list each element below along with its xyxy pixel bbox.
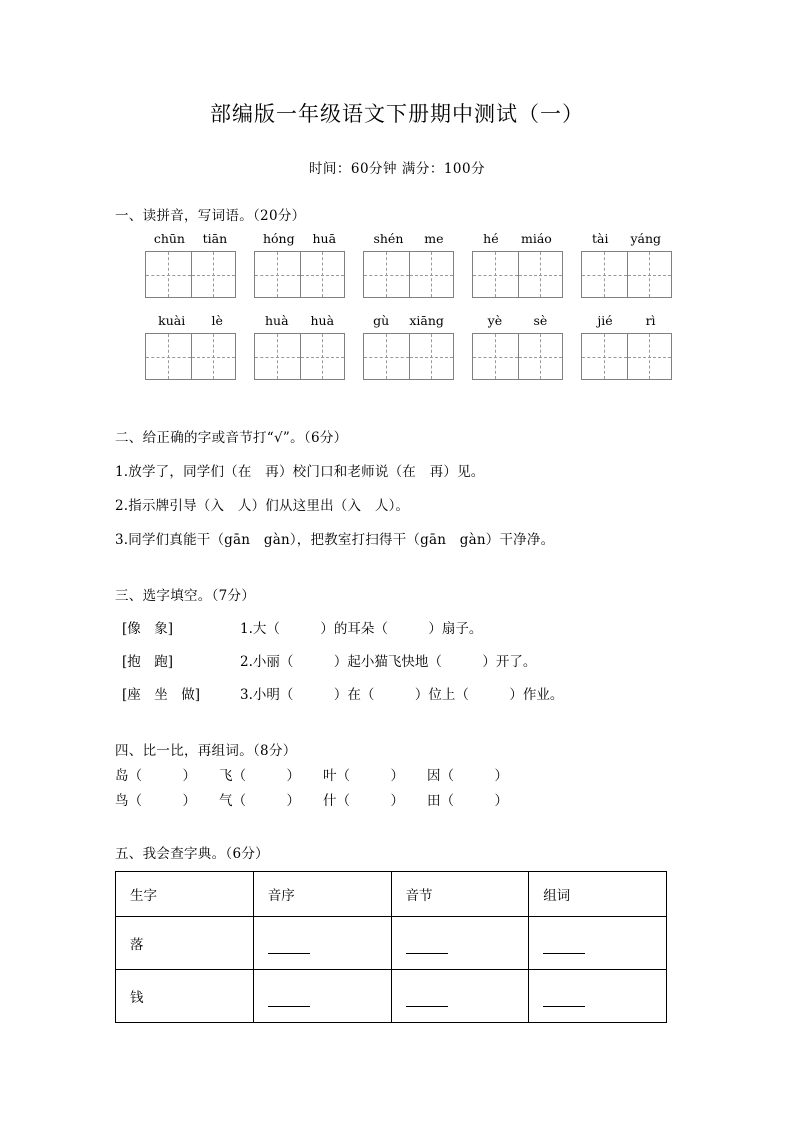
tianzige-box[interactable] bbox=[254, 251, 345, 298]
tianzige-cell[interactable] bbox=[364, 252, 409, 297]
compare-item[interactable]: 叶（ ） bbox=[323, 768, 404, 784]
compare-item[interactable]: 田（ ） bbox=[427, 793, 508, 809]
tianzige-cell[interactable] bbox=[627, 252, 672, 297]
pinyin-item bbox=[145, 230, 236, 298]
column-header-initial: 音序 bbox=[253, 872, 391, 917]
table-cell-answer[interactable] bbox=[391, 970, 529, 1023]
pinyin-item bbox=[254, 312, 345, 380]
pinyin-label bbox=[363, 230, 454, 247]
table-row bbox=[116, 917, 667, 970]
pinyin-label bbox=[472, 312, 563, 329]
pinyin-syllable: shén bbox=[373, 231, 404, 246]
pinyin-syllable: sè bbox=[533, 313, 548, 328]
tianzige-cell[interactable] bbox=[582, 334, 627, 379]
section-heading-compare: 四、比一比，再组词。（8分） bbox=[115, 743, 297, 759]
pinyin-item bbox=[145, 312, 236, 380]
pinyin-syllable: rì bbox=[645, 313, 656, 328]
pinyin-syllable: hóng bbox=[262, 231, 295, 246]
pinyin-syllable: lè bbox=[211, 313, 223, 328]
compare-item[interactable]: 飞（ ） bbox=[219, 768, 300, 784]
pinyin-syllable: huā bbox=[312, 231, 337, 246]
question-item[interactable]: 2.指示牌引导（入 人）们从这里出（入 人）。 bbox=[115, 498, 410, 514]
pinyin-syllable: kuài bbox=[158, 313, 186, 328]
exam-info-subtitle: 时间：60分钟 满分：100分 bbox=[308, 161, 486, 177]
compare-row bbox=[115, 764, 794, 784]
compare-item[interactable]: 鸟（ ） bbox=[115, 793, 196, 809]
answer-blank-line[interactable] bbox=[406, 1006, 448, 1007]
answer-blank-line[interactable] bbox=[268, 1006, 310, 1007]
tianzige-box[interactable] bbox=[145, 333, 236, 380]
choose-item bbox=[122, 617, 794, 637]
tianzige-cell[interactable] bbox=[255, 252, 300, 297]
tianzige-cell[interactable] bbox=[409, 334, 454, 379]
pinyin-syllable: tiān bbox=[202, 231, 228, 246]
pinyin-syllable: jié bbox=[597, 313, 613, 328]
answer-blank-line[interactable] bbox=[543, 1006, 585, 1007]
pinyin-label bbox=[145, 312, 236, 329]
table-header-row bbox=[116, 872, 667, 917]
pinyin-syllable: gù bbox=[373, 313, 390, 328]
pinyin-label bbox=[145, 230, 236, 247]
tianzige-cell[interactable] bbox=[191, 334, 236, 379]
tianzige-cell[interactable] bbox=[364, 334, 409, 379]
answer-blank-line[interactable] bbox=[406, 953, 448, 954]
column-header-syllable: 音节 bbox=[391, 872, 529, 917]
pinyin-syllable: hé bbox=[483, 231, 499, 246]
compare-row bbox=[115, 789, 794, 809]
pinyin-label bbox=[472, 230, 563, 247]
compare-item[interactable]: 因（ ） bbox=[427, 768, 508, 784]
pinyin-syllable: chūn bbox=[153, 231, 185, 246]
pinyin-syllable: tài bbox=[591, 231, 609, 246]
pinyin-item bbox=[581, 230, 672, 298]
tianzige-box[interactable] bbox=[363, 251, 454, 298]
section-heading-mark: 二、给正确的字或音节打“√”。（6分） bbox=[115, 430, 348, 446]
tianzige-cell[interactable] bbox=[146, 252, 191, 297]
table-cell-answer[interactable] bbox=[253, 970, 391, 1023]
section-compare-words bbox=[0, 739, 794, 809]
tianzige-cell[interactable] bbox=[473, 252, 518, 297]
section-choose-fill bbox=[0, 584, 794, 703]
pinyin-item bbox=[363, 230, 454, 298]
table-cell-answer[interactable] bbox=[529, 917, 667, 970]
table-cell-answer[interactable] bbox=[529, 970, 667, 1023]
column-header-character: 生字 bbox=[116, 872, 254, 917]
pinyin-label bbox=[254, 312, 345, 329]
choose-options: [座 坐 做] bbox=[122, 687, 201, 703]
tianzige-cell[interactable] bbox=[518, 334, 563, 379]
tianzige-cell[interactable] bbox=[146, 334, 191, 379]
choose-sentence[interactable]: 1.大（ ）的耳朵（ ）扇子。 bbox=[240, 621, 483, 637]
pinyin-row-2 bbox=[145, 312, 794, 380]
page-title: 部编版一年级语文下册期中测试（一） bbox=[210, 102, 584, 126]
compare-item[interactable]: 气（ ） bbox=[219, 793, 300, 809]
choose-sentence[interactable]: 3.小明（ ）在（ ）位上（ ）作业。 bbox=[240, 687, 564, 703]
section-mark-correct bbox=[0, 426, 794, 548]
pinyin-label bbox=[581, 230, 672, 247]
tianzige-cell[interactable] bbox=[191, 252, 236, 297]
tianzige-cell[interactable] bbox=[300, 334, 345, 379]
answer-blank-line[interactable] bbox=[543, 953, 585, 954]
choose-options: [抱 跑] bbox=[122, 654, 174, 670]
pinyin-syllable: huà bbox=[310, 313, 335, 328]
section-heading-pinyin: 一、读拼音，写词语。（20分） bbox=[115, 208, 306, 224]
tianzige-cell[interactable] bbox=[409, 252, 454, 297]
section-pinyin-writing bbox=[0, 204, 794, 380]
pinyin-syllable: me bbox=[424, 231, 444, 246]
tianzige-box[interactable] bbox=[363, 333, 454, 380]
pinyin-label bbox=[363, 312, 454, 329]
pinyin-item bbox=[254, 230, 345, 298]
section-dictionary-lookup bbox=[0, 842, 794, 1023]
answer-blank-line[interactable] bbox=[268, 953, 310, 954]
question-item[interactable]: 3.同学们真能干（gān gàn），把教室打扫得干（gān gàn）干净净。 bbox=[115, 532, 555, 548]
table-row bbox=[116, 970, 667, 1023]
pinyin-row-1 bbox=[145, 230, 794, 298]
pinyin-item bbox=[581, 312, 672, 380]
pinyin-item bbox=[363, 312, 454, 380]
table-cell-character: 落 bbox=[116, 917, 254, 970]
column-header-word: 组词 bbox=[529, 872, 667, 917]
tianzige-cell[interactable] bbox=[473, 334, 518, 379]
pinyin-syllable: yè bbox=[487, 313, 503, 328]
dictionary-table bbox=[115, 871, 667, 1023]
table-cell-answer[interactable] bbox=[253, 917, 391, 970]
pinyin-label bbox=[581, 312, 672, 329]
tianzige-box[interactable] bbox=[581, 251, 672, 298]
section-heading-dictionary: 五、我会查字典。（6分） bbox=[115, 846, 269, 862]
question-item[interactable]: 1.放学了，同学们（在 再）校门口和老师说（在 再）见。 bbox=[115, 464, 485, 480]
tianzige-box[interactable] bbox=[472, 251, 563, 298]
tianzige-box[interactable] bbox=[254, 333, 345, 380]
compare-item[interactable]: 什（ ） bbox=[323, 793, 404, 809]
pinyin-syllable: xiāng bbox=[409, 313, 444, 328]
choose-item bbox=[122, 683, 794, 703]
table-cell-answer[interactable] bbox=[391, 917, 529, 970]
tianzige-cell[interactable] bbox=[300, 252, 345, 297]
pinyin-syllable: yáng bbox=[630, 231, 662, 246]
pinyin-item bbox=[472, 230, 563, 298]
choose-sentence[interactable]: 2.小丽（ ）起小猫飞快地（ ）开了。 bbox=[240, 654, 537, 670]
tianzige-box[interactable] bbox=[145, 251, 236, 298]
table-cell-character: 钱 bbox=[116, 970, 254, 1023]
section-heading-choose: 三、选字填空。（7分） bbox=[115, 588, 256, 604]
tianzige-box[interactable] bbox=[581, 333, 672, 380]
pinyin-label bbox=[254, 230, 345, 247]
tianzige-box[interactable] bbox=[472, 333, 563, 380]
tianzige-cell[interactable] bbox=[518, 252, 563, 297]
tianzige-cell[interactable] bbox=[255, 334, 300, 379]
tianzige-cell[interactable] bbox=[627, 334, 672, 379]
pinyin-item bbox=[472, 312, 563, 380]
choose-options: [像 象] bbox=[122, 621, 174, 637]
tianzige-cell[interactable] bbox=[582, 252, 627, 297]
compare-item[interactable]: 岛（ ） bbox=[115, 768, 196, 784]
pinyin-syllable: miáo bbox=[520, 231, 552, 246]
choose-item bbox=[122, 650, 794, 670]
pinyin-syllable: huà bbox=[264, 313, 289, 328]
